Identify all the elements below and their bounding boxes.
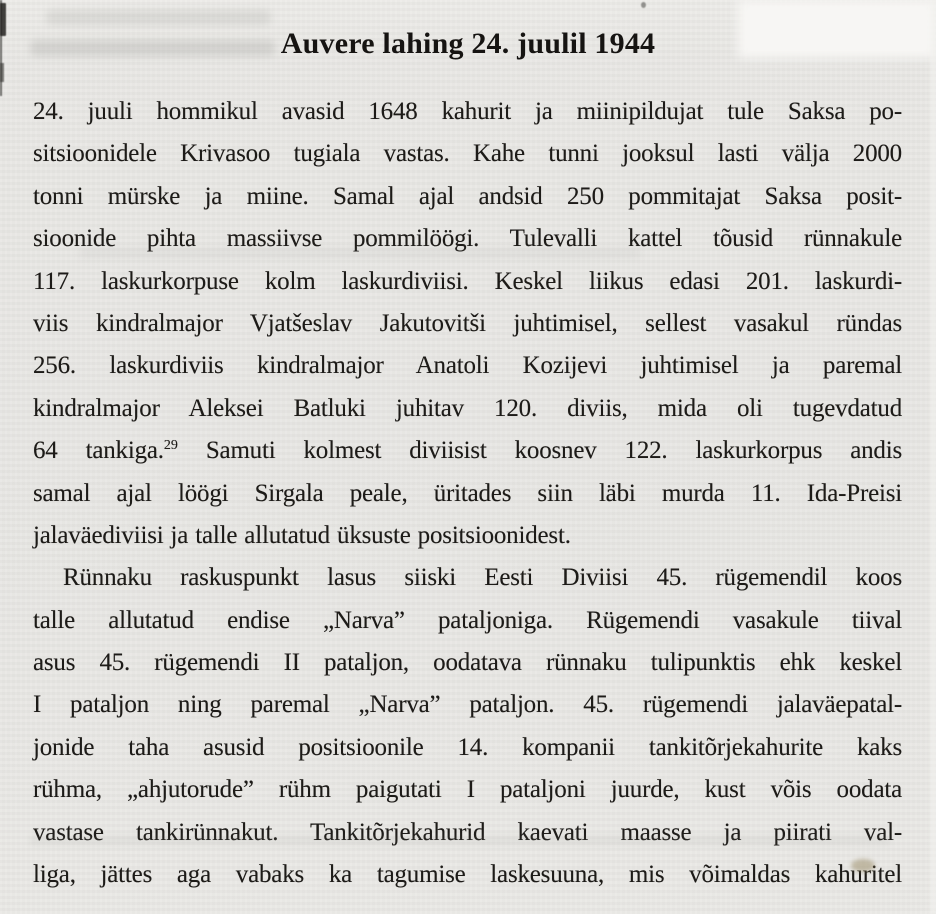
text-line: 117. laskurkorpuse kolm laskurdiviisi. Keskel liikus edasi 201. laskurdi- (33, 267, 902, 295)
text-line: rühma, „ahjutorude” rühm paigutati I pataljoni juurde, kust võis oodata (33, 776, 902, 804)
text-line: I pataljon ning paremal „Narva” pataljon. 45. rügemendi jalaväepatal- (33, 691, 902, 719)
page-title: Auvere lahing 24. juulil 1944 (280, 27, 656, 60)
scan-mark-top-left-bar (0, 3, 6, 36)
text-line: 256. laskurdiviis kindralmajor Anatoli Kozijevi juhtimisel ja paremal (33, 352, 902, 380)
scan-bleedthrough-band-1 (46, 10, 271, 25)
text-line: jonide taha asusid positsioonile 14. kompanii tankitõrjekahurite kaks (33, 733, 902, 761)
footnote-reference-29: 29 (163, 438, 178, 454)
scan-mark-left-edge (0, 63, 4, 82)
text-line: talle allutatud endise „Narva” pataljoniga. Rügemendi vasakule tiival (33, 606, 902, 634)
text-line: tonni mürske ja miine. Samal ajal andsid 250 pommitajat Saksa posit- (33, 182, 902, 210)
text-line: viis kindralmajor Vjatšeslav Jakutovitši juhtimisel, sellest vasakul ründas (33, 309, 902, 337)
page-body (33, 91, 902, 896)
text-line: samal ajal löögi Sirgala peale, üritades siin läbi murda 11. Ida-Preisi (33, 479, 902, 507)
text-line: kindralmajor Aleksei Batluki juhitav 120. diviis, mida oli tugevdatud (33, 394, 902, 422)
text-line: asus 45. rügemendi II pataljon, oodatava rünnaku tulipunktis ehk keskel (33, 649, 902, 677)
paragraph-1 (33, 91, 902, 557)
text-segment: 64 tankiga. (33, 437, 164, 465)
text-line: 24. juuli hommikul avasid 1648 kahurit ja miinipildujat tule Saksa po- (33, 98, 902, 125)
text-line: sioonide pihta massiivse pommilöögi. Tulevalli kattel tõusid rünnakule (33, 225, 902, 253)
text-line: Rünnaku raskuspunkt lasus siiski Eesti Diviisi 45. rügemendil koos (63, 564, 902, 592)
text-line: jalaväediviisi ja talle allutatud üksuste positsioonidest. (33, 521, 571, 549)
text-line: sitsioonidele Krivasoo tugiala vastas. Kahe tunni jooksul lasti välja 2000 (33, 140, 902, 168)
text-line-with-footnote (33, 430, 902, 472)
text-line: vastase tankirünnakut. Tankitõrjekahurid kaevati maasse ja piirati val- (33, 818, 902, 846)
text-line: liga, jättes aga vabaks ka tagumise laskesuuna, mis võimaldas kahuritel (33, 861, 902, 889)
text-segment: Samuti kolmest diviisist koosnev 122. laskurkorpus andis (177, 437, 902, 465)
scan-speck-top (641, 2, 646, 8)
paragraph-2 (33, 557, 902, 896)
scan-left-edge-line (0, 0, 2, 96)
scan-white-right-edge (931, 0, 936, 914)
